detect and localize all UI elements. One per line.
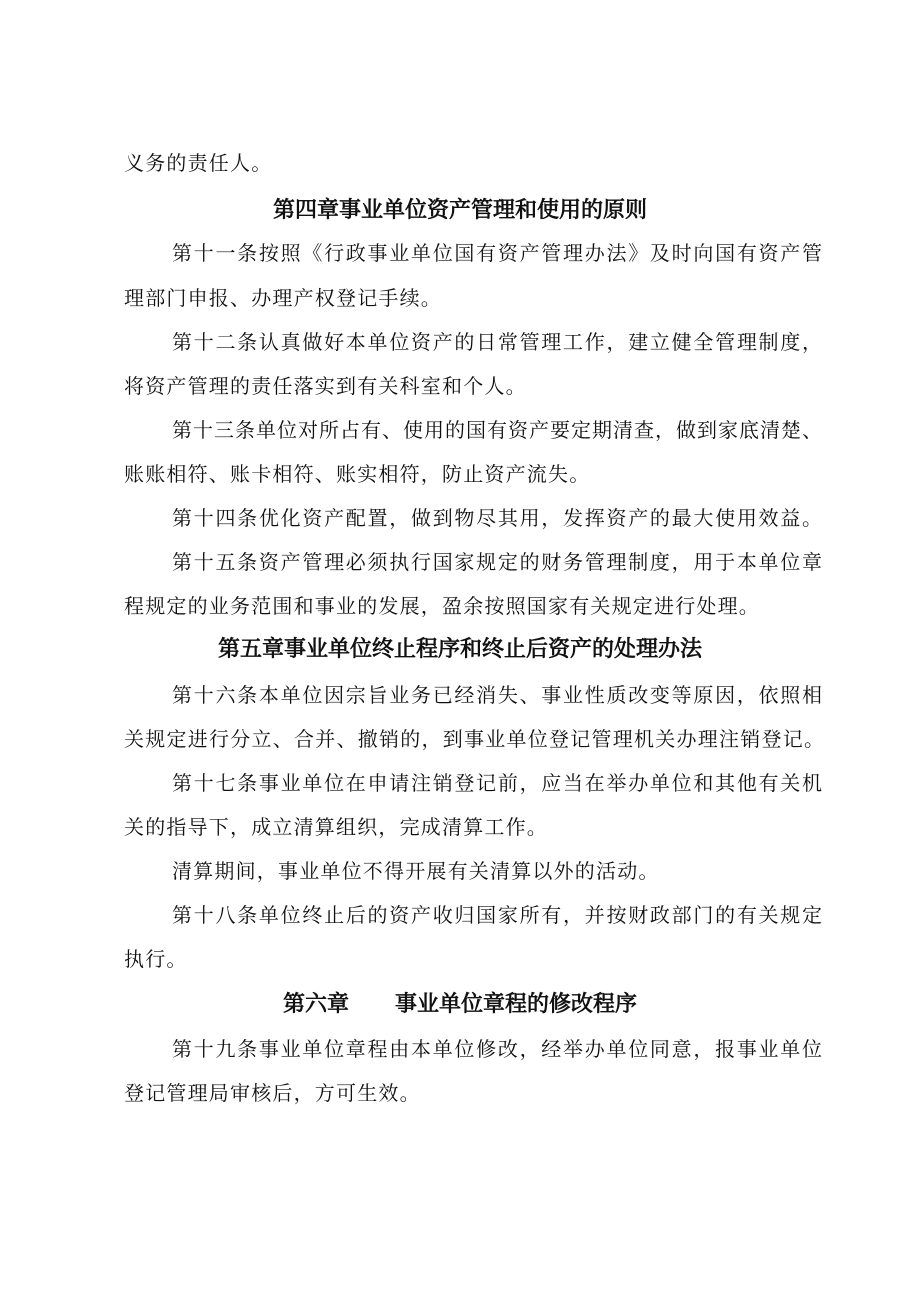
article-19-line-1: 第十九条事业单位章程由本单位修改，经举办单位同意，报事业单位 xyxy=(172,1037,822,1061)
article-19-line-2: 登记管理局审核后，方可生效。 xyxy=(124,1081,421,1105)
article-13-line-2: 账账相符、账卡相符、账实相符，防止资产流失。 xyxy=(124,462,591,486)
article-12-line-1: 第十二条认真做好本单位资产的日常管理工作，建立健全管理制度， xyxy=(172,330,822,354)
chapter-5-heading: 第五章事业单位终止程序和终止后资产的处理办法 xyxy=(217,637,702,662)
chapter-4-heading: 第四章事业单位资产管理和使用的原则 xyxy=(272,198,647,223)
article-11-line-1: 第十一条按照《行政事业单位国有资产管理办法》及时向国有资产管 xyxy=(172,241,822,265)
article-16-line-1: 第十六条本单位因宗旨业务已经消失、事业性质改变等原因，依照相 xyxy=(172,683,822,707)
article-17-line-1: 第十七条事业单位在申请注销登记前，应当在举办单位和其他有关机 xyxy=(172,771,822,795)
chapter-6-label: 第六章 xyxy=(282,992,349,1017)
chapter-6-heading xyxy=(0,991,920,1019)
article-15-line-1: 第十五条资产管理必须执行国家规定的财务管理制度，用于本单位章 xyxy=(172,550,822,574)
chapter-6-title: 事业单位章程的修改程序 xyxy=(395,992,638,1017)
paragraph-line: 义务的责任人。 xyxy=(124,151,273,175)
article-18-line-2: 执行。 xyxy=(124,947,188,971)
article-18-line-1: 第十八条单位终止后的资产收归国家所有，并按财政部门的有关规定 xyxy=(172,903,822,927)
article-13-line-1: 第十三条单位对所占有、使用的国有资产要定期清查，做到家底清楚、 xyxy=(172,418,822,442)
article-17-line-3: 清算期间，事业单位不得开展有关清算以外的活动。 xyxy=(172,859,660,883)
article-15-line-2: 程规定的业务范围和事业的发展，盈余按照国家有关规定进行处理。 xyxy=(124,594,760,618)
article-12-line-2: 将资产管理的责任落实到有关科室和个人。 xyxy=(124,374,527,398)
article-17-line-2: 关的指导下，成立清算组织，完成清算工作。 xyxy=(124,815,548,839)
article-16-line-2: 关规定进行分立、合并、撤销的，到事业单位登记管理机关办理注销登记。 xyxy=(124,727,824,751)
article-14-line-1: 第十四条优化资产配置，做到物尽其用，发挥资产的最大使用效益。 xyxy=(172,506,822,530)
article-11-line-2: 理部门申报、办理产权登记手续。 xyxy=(124,286,442,310)
